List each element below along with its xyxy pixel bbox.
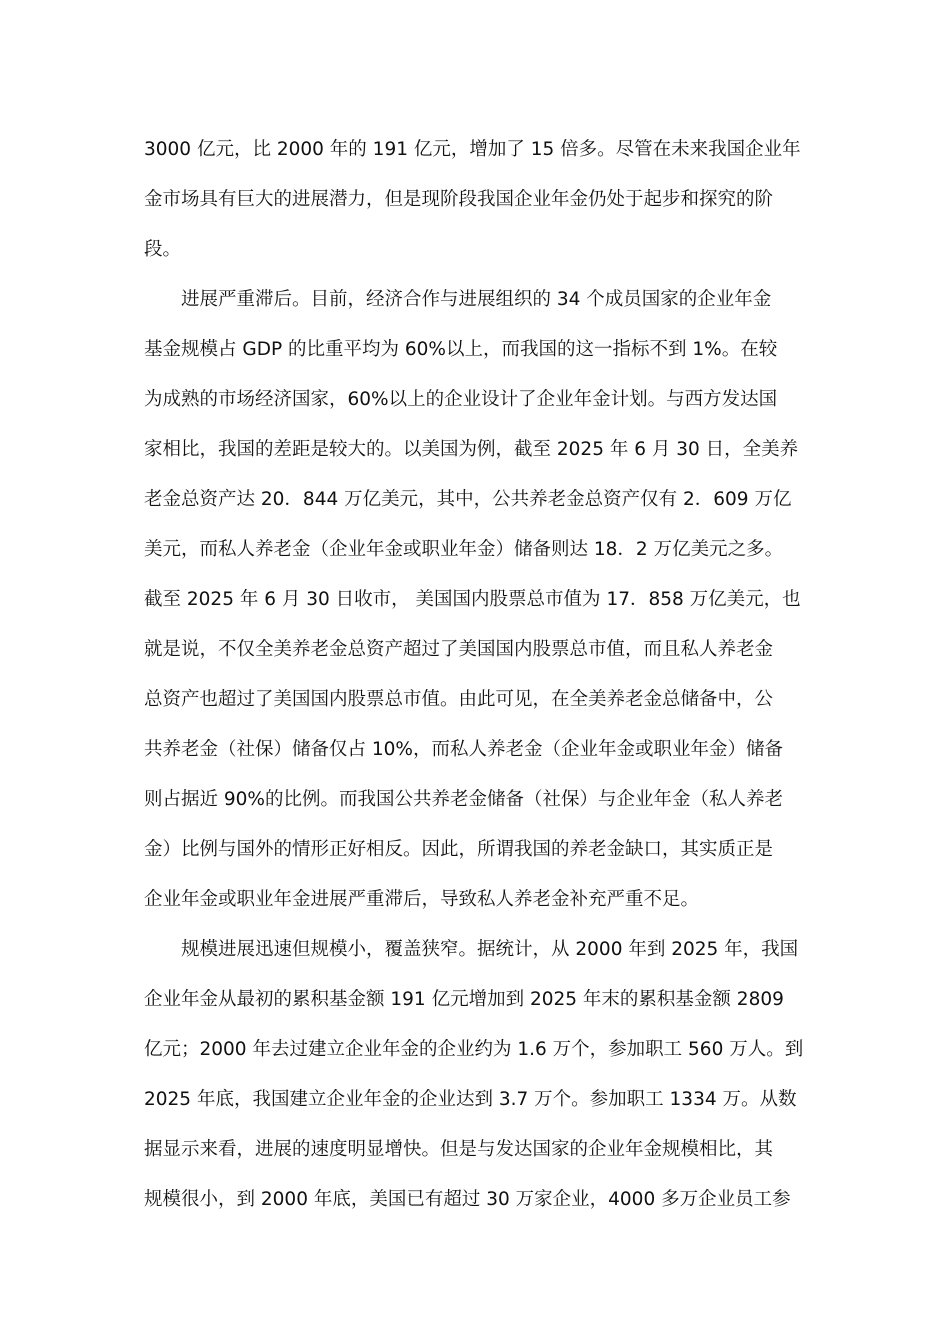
text-line: 企业年金或职业年金进展严重滞后，导致私人养老金补充严重不足。 <box>144 889 700 910</box>
text-line: 亿元；2000 年去过建立企业年金的企业约为 1.6 万个，参加职工 560 万人。到 <box>144 1039 804 1060</box>
text-line: 金）比例与国外的情形正好相反。因此，所谓我国的养老金缺口，其实质正是 <box>144 839 774 860</box>
paragraph-start-line: 进展严重滞后。目前，经济合作与进展组织的 34 个成员国家的企业年金 <box>181 289 772 310</box>
text-line: 老金总资产达 20．844 万亿美元，其中，公共养老金总资产仅有 2．609 万亿 <box>144 489 792 510</box>
text-line: 规模很小，到 2000 年底，美国已有超过 30 万家企业，4000 多万企业员工参 <box>144 1189 791 1210</box>
text-line: 就是说，不仅全美养老金总资产超过了美国国内股票总市值，而且私人养老金 <box>144 639 774 660</box>
text-line: 则占据近 90%的比例。而我国公共养老金储备（社保）与企业年金（私人养老 <box>144 789 784 810</box>
text-line: 段。 <box>144 239 182 260</box>
text-line: 3000 亿元，比 2000 年的 191 亿元，增加了 15 倍多。尽管在未来我国企业年 <box>144 139 801 160</box>
text-line: 共养老金（社保）储备仅占 10%，而私人养老金（企业年金或职业年金）储备 <box>144 739 784 760</box>
text-line: 家相比，我国的差距是较大的。以美国为例，截至 2025 年 6 月 30 日，全美养 <box>144 439 799 460</box>
text-line: 基金规模占 GDP 的比重平均为 60%以上，而我国的这一指标不到 1%。在较 <box>144 339 778 360</box>
text-line: 金市场具有巨大的进展潜力，但是现阶段我国企业年金仍处于起步和探究的阶 <box>144 189 774 210</box>
text-line: 总资产也超过了美国国内股票总市值。由此可见，在全美养老金总储备中，公 <box>144 689 774 710</box>
text-line: 为成熟的市场经济国家，60%以上的企业设计了企业年金计划。与西方发达国 <box>144 389 778 410</box>
text-line: 美元，而私人养老金（企业年金或职业年金）储备则达 18．2 万亿美元之多。 <box>144 539 784 560</box>
text-line: 企业年金从最初的累积基金额 191 亿元增加到 2025 年末的累积基金额 2809 <box>144 989 784 1010</box>
text-line: 据显示来看，进展的速度明显增快。但是与发达国家的企业年金规模相比，其 <box>144 1139 774 1160</box>
text-line: 2025 年底，我国建立企业年金的企业达到 3.7 万个。参加职工 1334 万。从数 <box>144 1089 797 1110</box>
paragraph-start-line: 规模进展迅速但规模小，覆盖狭窄。据统计，从 2000 年到 2025 年，我国 <box>181 939 799 960</box>
text-line: 截至 2025 年 6 月 30 日收市， 美国国内股票总市值为 17．858 万亿美元，也 <box>144 589 801 610</box>
